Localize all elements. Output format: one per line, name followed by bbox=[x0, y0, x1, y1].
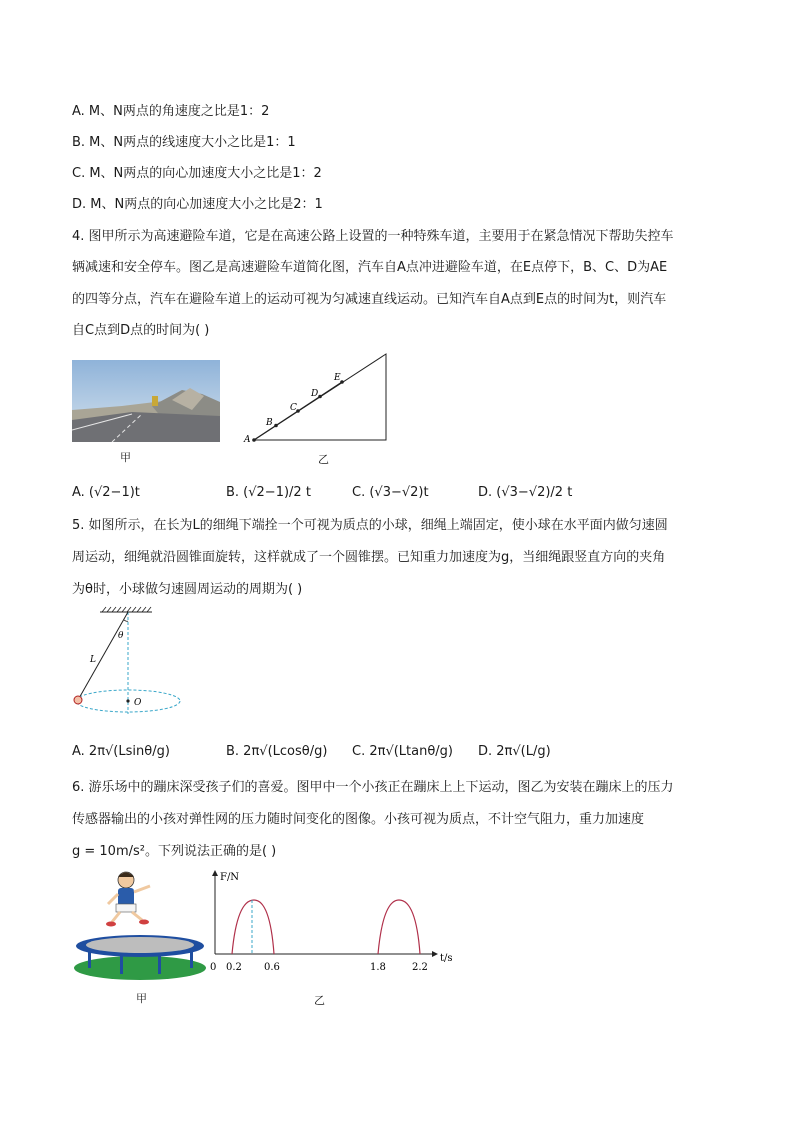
q3-option-b: B. M、N两点的线速度大小之比是1：1 bbox=[72, 135, 296, 150]
q5-line-3: 为θ时，小球做匀速圆周运动的周期为( ) bbox=[72, 582, 303, 597]
label-d: D bbox=[311, 389, 319, 399]
q4-option-d: D. (√3−√2)/2 t bbox=[478, 485, 573, 500]
tick-0-6: 0.6 bbox=[264, 962, 280, 973]
force-pulse-1 bbox=[232, 900, 274, 954]
label-a: A bbox=[244, 435, 251, 445]
tick-2-2: 2.2 bbox=[412, 962, 428, 973]
q4-line-3: 的四等分点，汽车在避险车道上的运动可视为匀减速直线运动。已知汽车自A点到E点的时间为t，则汽车 bbox=[72, 292, 667, 307]
q6-line-3: g = 10m/s²。下列说法正确的是( ) bbox=[72, 844, 277, 859]
pendulum-ball bbox=[74, 696, 82, 704]
q6-caption-jia: 甲 bbox=[136, 992, 147, 1005]
q4-option-a: A. (√2−1)t bbox=[72, 485, 140, 500]
q4-caption-yi: 乙 bbox=[318, 453, 329, 466]
tick-0: 0 bbox=[210, 962, 217, 973]
q4-line-2: 辆减速和安全停车。图乙是高速避险车道简化图，汽车自A点冲进避险车道，在E点停下，B、C、D为AE bbox=[72, 260, 668, 275]
q4-option-c: C. (√3−√2)t bbox=[352, 485, 429, 500]
label-b: B bbox=[266, 418, 273, 428]
label-theta: θ bbox=[118, 631, 124, 641]
q4-line-1: 4. 图甲所示为高速避险车道，它是在高速公路上设置的一种特殊车道，主要用于在紧急情况下帮助失控车 bbox=[72, 229, 674, 244]
q3-option-c: C. M、N两点的向心加速度大小之比是1：2 bbox=[72, 166, 322, 181]
point-e bbox=[340, 380, 344, 384]
tick-1-8: 1.8 bbox=[370, 962, 386, 973]
q6-line-1: 6. 游乐场中的蹦床深受孩子们的喜爱。图甲中一个小孩正在蹦床上上下运动，图乙为安装在蹦床上的压力 bbox=[72, 780, 674, 795]
force-time-graph bbox=[200, 868, 462, 978]
q3-option-a: A. M、N两点的角速度之比是1：2 bbox=[72, 104, 270, 119]
q5-option-d: D. 2π√(L/g) bbox=[478, 744, 551, 759]
y-axis-label: F/N bbox=[220, 872, 240, 883]
point-b bbox=[274, 424, 278, 428]
q4-caption-jia: 甲 bbox=[120, 451, 131, 464]
q4-option-b: B. (√2−1)/2 t bbox=[226, 485, 311, 500]
label-e: E bbox=[334, 373, 341, 383]
label-l: L bbox=[90, 655, 96, 665]
force-pulse-2 bbox=[378, 900, 420, 954]
q5-option-b: B. 2π√(Lcosθ/g) bbox=[226, 744, 328, 759]
tick-0-2: 0.2 bbox=[226, 962, 242, 973]
point-d bbox=[318, 395, 322, 399]
q5-option-a: A. 2π√(Lsinθ/g) bbox=[72, 744, 170, 759]
label-o: O bbox=[134, 698, 142, 708]
q3-option-d: D. M、N两点的向心加速度大小之比是2：1 bbox=[72, 197, 323, 212]
incline-diagram bbox=[240, 352, 400, 448]
label-c: C bbox=[290, 403, 297, 413]
trampoline-illustration bbox=[72, 868, 210, 984]
q5-line-1: 5. 如图所示，在长为L的细绳下端拴一个可视为质点的小球，细绳上端固定，使小球在水平面内做匀速圆 bbox=[72, 518, 668, 533]
q5-line-2: 周运动，细绳就沿圆锥面旋转，这样就成了一个圆锥摆。已知重力加速度为g，当细绳跟竖直方向的夹角 bbox=[72, 550, 666, 565]
q6-line-2: 传感器输出的小孩对弹性网的压力随时间变化的图像。小孩可视为质点，不计空气阻力，重力加速度 bbox=[72, 812, 645, 827]
q4-line-4: 自C点到D点的时间为( ) bbox=[72, 323, 210, 338]
x-axis-label: t/s bbox=[440, 953, 453, 964]
point-a bbox=[252, 438, 256, 442]
q5-option-c: C. 2π√(Ltanθ/g) bbox=[352, 744, 453, 759]
conical-pendulum-diagram bbox=[70, 604, 190, 720]
q6-caption-yi: 乙 bbox=[314, 994, 325, 1007]
center-point bbox=[126, 699, 129, 702]
escape-lane-photo bbox=[72, 360, 220, 442]
